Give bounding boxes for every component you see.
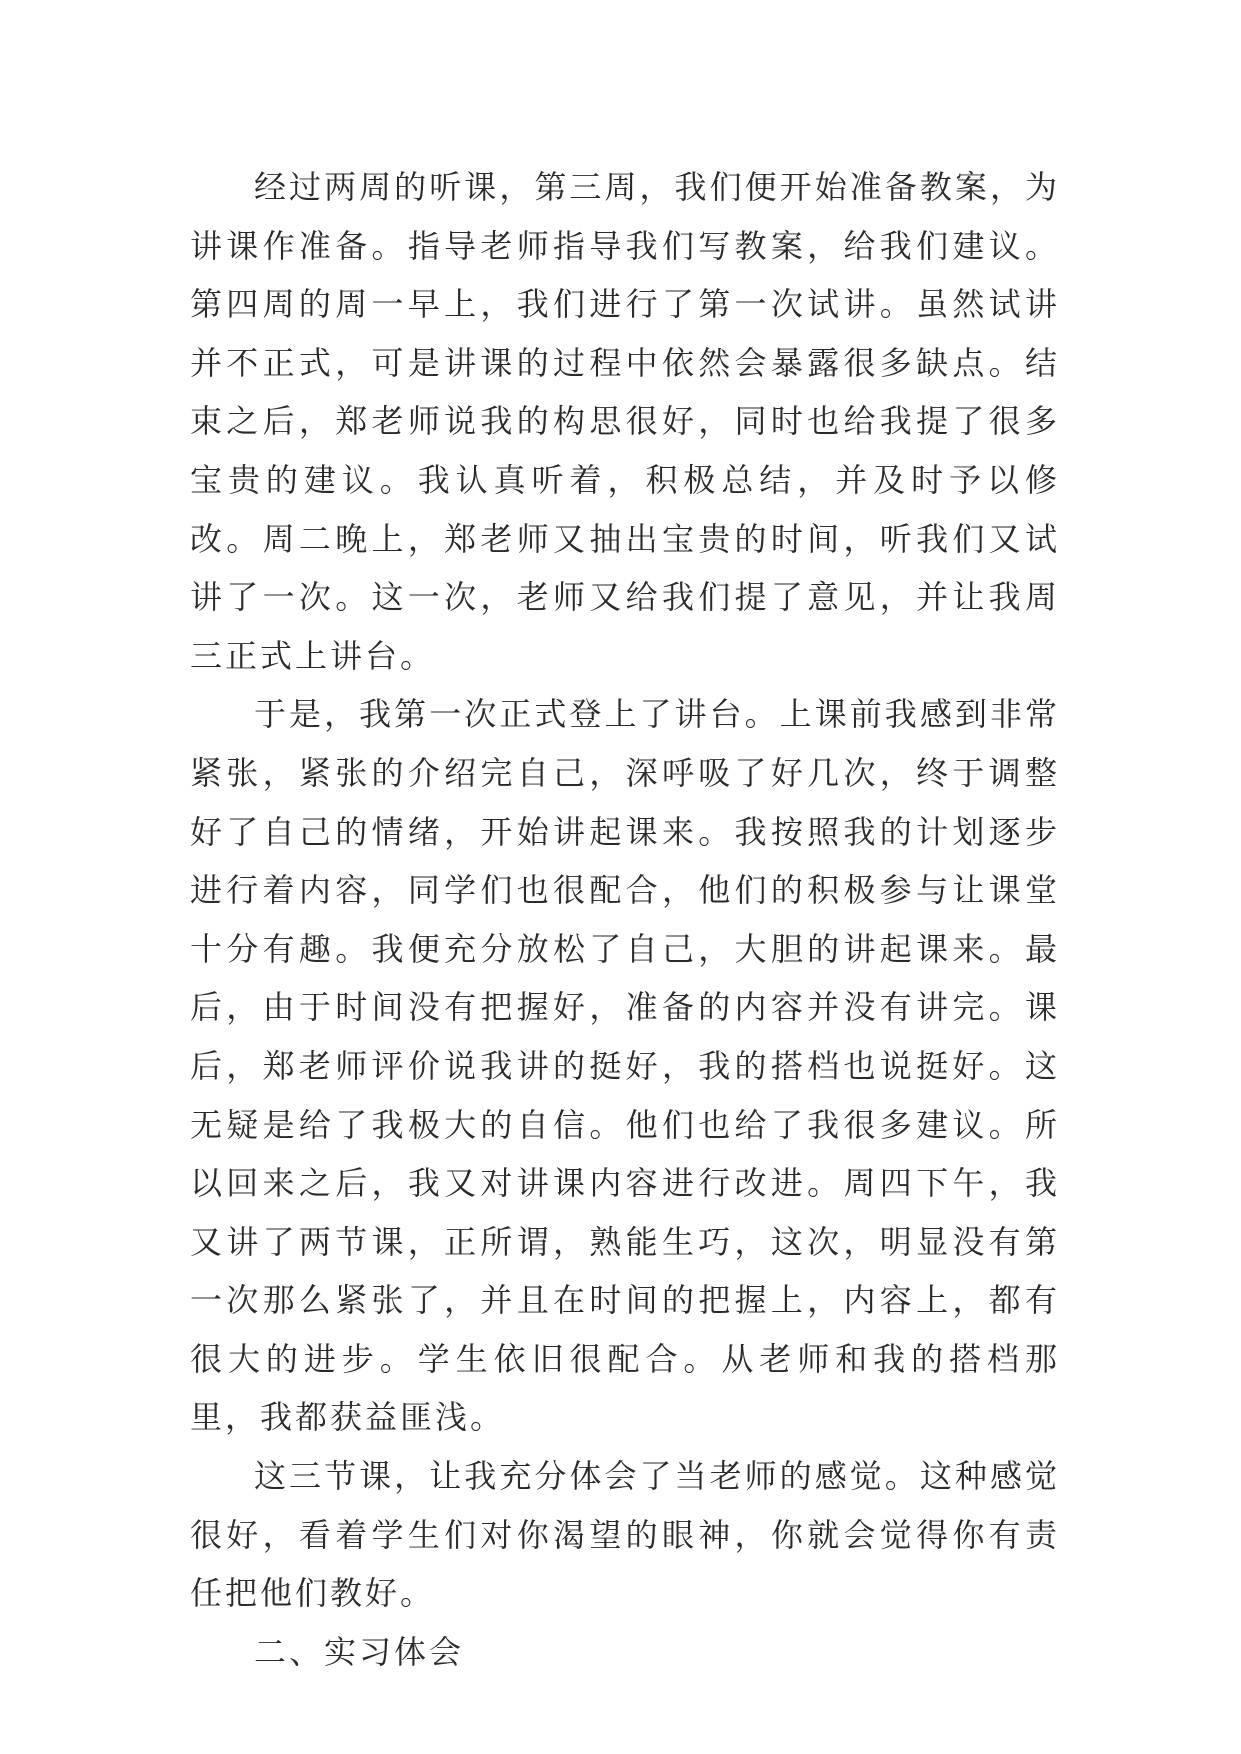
paragraph-first-lecture: 于是，我第一次正式登上了讲台。上课前我感到非常紧张，紧张的介绍完自己，深呼吸了好几次，终于调整好了自己的情绪，开始讲起课来。我按照我的计划逐步进行着内容，同学们也很配合，他们的积极参与让课堂十分有趣。我便充分放松了自己，大胆的讲起课来。最后，由于时间没有把握好，准备的内容并没有讲完。课后，郑老师评价说我讲的挺好，我的搭档也说挺好。这无疑是给了我极大的自信。他们也给了我很多建议。所以回来之后，我又对讲课内容进行改进。周四下午，我又讲了两节课，正所谓，熟能生巧，这次，明显没有第一次那么紧张了，并且在时间的把握上，内容上，都有很大的进步。学生依旧很配合。从老师和我的搭档那里，我都获益匪浅。 <box>190 695 1060 1437</box>
paragraph-teaching-feeling: 这三节课，让我充分体会了当老师的感觉。这种感觉很好，看着学生们对你渴望的眼神，你就会觉得你有责任把他们教好。 <box>190 1457 1060 1613</box>
document-body <box>190 158 1060 1681</box>
section-heading-internship-reflection: 二、实习体会 <box>254 1632 465 1671</box>
paragraph-lecture-preparation: 经过两周的听课，第三周，我们便开始准备教案，为讲课作准备。指导老师指导我们写教案，给我们建议。第四周的周一早上，我们进行了第一次试讲。虽然试讲并不正式，可是讲课的过程中依然会暴露很多缺点。结束之后，郑老师说我的构思很好，同时也给我提了很多宝贵的建议。我认真听着，积极总结，并及时予以修改。周二晚上，郑老师又抽出宝贵的时间，听我们又试讲了一次。这一次，老师又给我们提了意见，并让我周三正式上讲台。 <box>190 168 1060 675</box>
